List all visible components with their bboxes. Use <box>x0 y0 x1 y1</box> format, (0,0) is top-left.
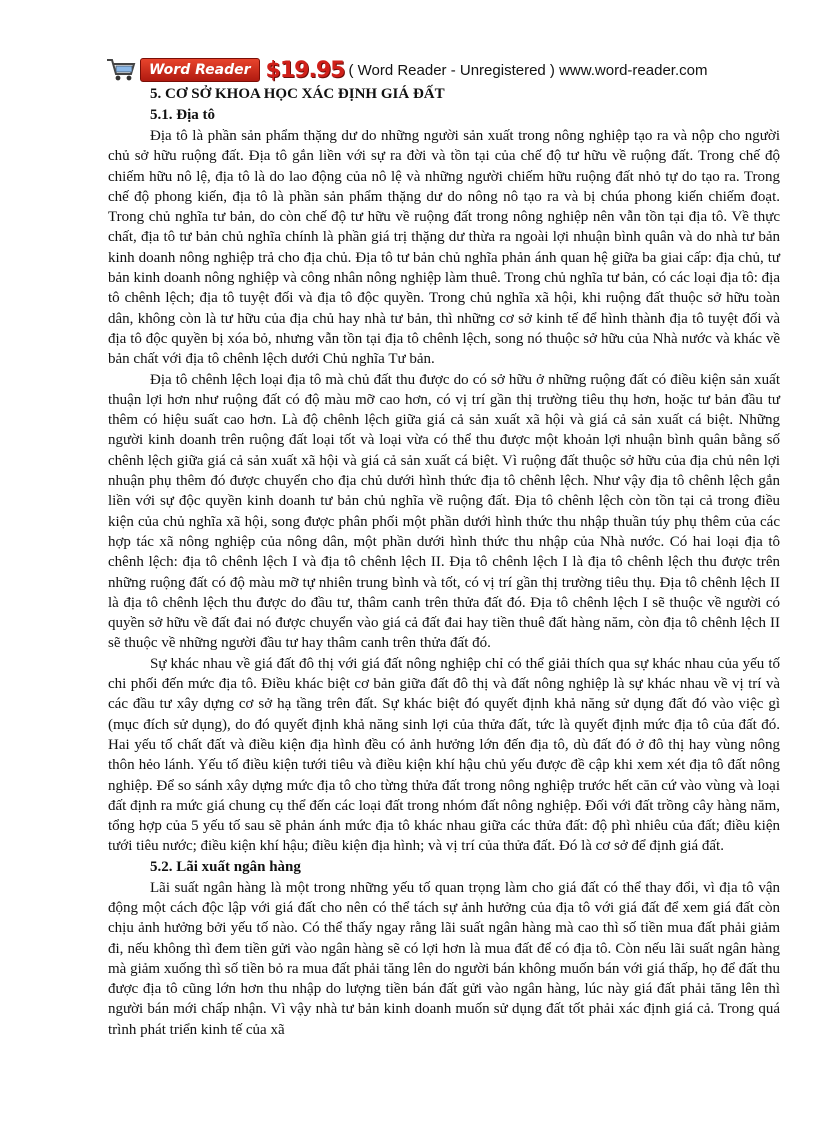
shopping-cart-icon <box>106 57 136 83</box>
unregistered-banner <box>106 56 707 84</box>
paragraph: Lãi suất ngân hàng là một trong những yếu tố quan trọng làm cho giá đất có thể thay đổi, vì địa tô vận động một cách độc lập với giá đất cho nên có thể tách sự ảnh hưởng của địa tô với giá đất để xem giá đất còn chịu ảnh hưởng bởi yếu tố nào. Có thể thấy ngay rằng lãi suất ngân hàng mà cao thì số tiền mua đất phải giảm đi, nếu không thì đem tiền gửi vào ngân hàng sẽ có lợi hơn là mua đất để có địa tô. Còn nếu lãi suất ngân hàng mà giảm xuống thì số tiền bỏ ra mua đất phải tăng lên do người bán không muốn bán với giá thấp, họ để đất thu được địa tô cũng lớn hơn thu nhập do lượng tiền bán đất gửi vào ngân hàng, lúc này giá đất phải tăng lên thì người bán mới chấp nhận. Vì vậy nhà tư bản kinh doanh muốn sử dụng đất tốt phải xác định giá cả. Trong quá trình phát triển kinh tế của xã <box>108 879 780 1038</box>
paragraph: Sự khác nhau về giá đất đô thị với giá đất nông nghiệp chỉ có thể giải thích qua sự khác nhau của yếu tố chi phối đến mức địa tô. Điều khác biệt cơ bản giữa đất đô thị và đất nông nghiệp là sự khác nhau về vị trí và các đầu tư xây dựng cơ sở hạ tầng trên đất. Sự khác biệt đó quyết định khả năng sử dụng đất đó vào việc gì (mục đích sử dụng), do đó quyết định khả năng sinh lợi của thửa đất, tức là quyết định mức địa tô của đất đó. Hai yếu tố chất đất và điều kiện địa hình đều có ảnh hưởng lớn đến địa tô, dù đất đó ở đô thị hay vùng nông thôn hẻo lánh. Yếu tố điều kiện tưới tiêu và điều kiện khí hậu chủ yếu được đề cập khi xem xét địa tô đất nông nghiệp. Để so sánh xây dựng mức địa tô cho từng thửa đất trong nông nghiệp trước hết căn cứ vào vùng và loại đất định ra mức giá chung cụ thể đến các loại đất trong nhóm đất nông nghiệp. Đối với đất trồng cây hàng năm, tổng hợp của 5 yếu tố sau sẽ phản ánh mức địa tô khác nhau giữa các thửa đất: độ phì nhiêu của đất; điều kiện tưới tiêu nước; điều kiện khí hậu; điều kiện địa hình; và vị trí của thửa đất. Đó là cơ sở để định giá đất. <box>108 655 780 855</box>
subsection-title-dia-to: 5.1. Địa tô <box>150 107 215 123</box>
section-title: 5. CƠ SỞ KHOA HỌC XÁC ĐỊNH GIÁ ĐẤT <box>150 86 445 102</box>
paragraph: Địa tô chênh lệch loại địa tô mà chủ đất thu được do có sở hữu ở những ruộng đất có điều kiện sản xuất thuận lợi hơn như ruộng đất có độ màu mỡ cao hơn, có vị trí gần thị trường tiêu thụ hơn, hoặc tư bản đầu tư thêm có hiệu suất cao hơn. Là độ chênh lệch giữa giá cả sản xuất xã hội và giá cả sản xuất cá biệt. Những người kinh doanh trên ruộng đất loại tốt và loại vừa có thể thu được một khoản lợi nhuận bình quân bằng số chênh lệch giữa giá cả sản xuất xã hội và giá cả sản xuất cá biệt. Vì ruộng đất thuộc sở hữu của địa chủ nên lợi nhuận phụ thêm đó được chuyển cho địa chủ dưới hình thức địa tô chênh lệch. Như vậy địa tô chênh lệch gắn liền với sự độc quyền kinh doanh tư bản chủ nghĩa về ruộng đất. Địa tô chênh lệch còn tồn tại cả trong điều kiện của chủ nghĩa xã hội, song được phân phối một phần dưới hình thức thu nhập thuần túy phụ thêm của các hợp tác xã nông nghiệp của nông dân, một phần dưới hình thức thu nhập của Nhà nước. Có hai loại địa tô chênh lệch: địa tô chênh lệch I và địa tô chênh lệch II. Địa tô chênh lệch I là địa tô chênh lệch thu được trên những ruộng đất có độ màu mỡ tự nhiên trung bình và tốt, có vị trí gần thị trường tiêu thụ. Địa tô chênh lệch II là địa tô chênh lệch thu được do đầu tư, thâm canh trên thửa đất đó. Địa tô chênh lệch I sẽ thuộc về người có quyền sở hữu về đất đai nó được chuyển vào giá cả đất đai hay tiền thuê đất hàng năm, còn địa tô chênh lệch II sẽ thuộc về những người đầu tư hay thâm canh trên thửa đất đó. <box>108 371 780 652</box>
document-page <box>108 84 780 1040</box>
product-badge: Word Reader <box>140 58 260 82</box>
unregistered-notice: ( Word Reader - Unregistered ) www.word-reader.com <box>348 61 708 79</box>
subsection-title-lai-xuat: 5.2. Lãi xuất ngân hàng <box>150 858 301 875</box>
price-label: $19.95 <box>265 57 345 83</box>
paragraph: Địa tô là phần sản phẩm thặng dư do những người sản xuất trong nông nghiệp tạo ra và nộp cho người chủ sở hữu ruộng đất. Địa tô gắn liền với sự ra đời và tồn tại của chế độ tư hữu về ruộng đất. Trong chế độ chiếm hữu nô lệ, địa tô là do lao động của nô lệ và những người chiếm hữu ruộng đất nhỏ tự do tạo ra. Trong chế độ phong kiến, địa tô là phần sản phẩm thặng dư do nông nô tạo ra và bị chúa phong kiến chiếm đoạt. Trong chủ nghĩa tư bản, do còn chế độ tư hữu về ruộng đất trong nông nghiệp nên vẫn tồn tại địa tô. Về thực chất, địa tô tư bản chủ nghĩa chính là phần giá trị thặng dư thừa ra ngoài lợi nhuận bình quân và do nhà tư bản kinh doanh nông nghiệp trả cho địa chủ. Địa tô tư bản chủ nghĩa phản ánh quan hệ giữa ba giai cấp: địa chủ, tư bản kinh doanh nông nghiệp và công nhân nông nghiệp làm thuê. Trong chủ nghĩa tư bản, có các loại địa tô: địa tô chênh lệch; địa tô tuyệt đối và địa tô độc quyền. Trong chủ nghĩa xã hội, khi ruộng đất thuộc sở hữu toàn dân, không còn là tư hữu của địa chủ hay nhà tư bản, thì những cơ sở kinh tế để hình thành địa tô tuyệt đối và địa tô độc quyền bị xóa bỏ, nhưng vẫn tồn tại địa tô chênh lệch, song nó thuộc sở hữu của Nhà nước và khác về bản chất với địa tô chênh lệch dưới Chủ nghĩa Tư bản. <box>108 128 780 368</box>
